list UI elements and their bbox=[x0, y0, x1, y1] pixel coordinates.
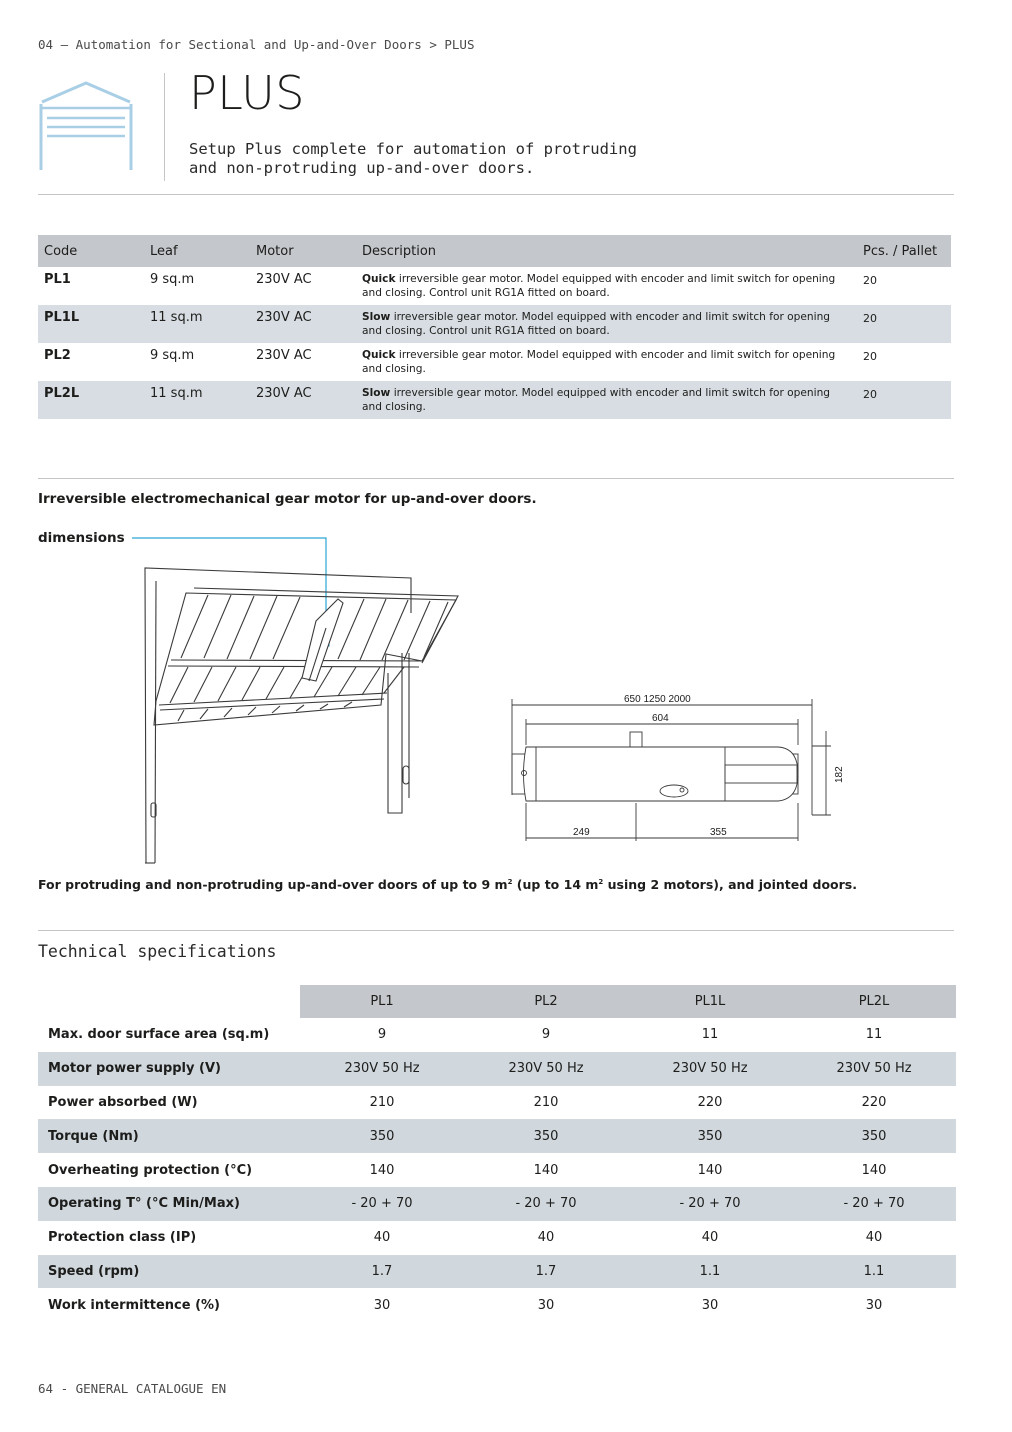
spec-value: 140 bbox=[861, 1162, 887, 1178]
product-motor: 230V AC bbox=[256, 272, 312, 287]
header-divider bbox=[164, 73, 165, 181]
header-description: Description bbox=[356, 235, 857, 267]
spec-value: 220 bbox=[861, 1094, 887, 1110]
spec-label: Protection class (IP) bbox=[48, 1230, 197, 1246]
spec-value: 230V 50 Hz bbox=[300, 1052, 464, 1086]
spec-label: Power absorbed (W) bbox=[48, 1094, 198, 1110]
product-leaf: 11 sq.m bbox=[144, 305, 250, 343]
product-leaf: 9 sq.m bbox=[150, 272, 195, 287]
section-divider bbox=[38, 194, 954, 195]
product-pcs: 20 bbox=[857, 305, 951, 343]
spec-value: 40 bbox=[701, 1230, 719, 1246]
spec-value: 40 bbox=[537, 1230, 555, 1246]
product-pcs: 20 bbox=[863, 274, 877, 287]
usage-note: For protruding and non-protruding up-and-over doors of up to 9 $m^2$ (up to 14 $m^2$ using 2 motors), and jointed doors. bbox=[38, 877, 858, 892]
product-code: PL1 bbox=[44, 272, 71, 287]
subtitle bbox=[189, 140, 637, 178]
dimension-left: 249 bbox=[573, 827, 590, 838]
spec-value: 40 bbox=[373, 1230, 391, 1246]
spec-value: 30 bbox=[537, 1297, 555, 1313]
spec-value: - 20 + 70 bbox=[300, 1187, 464, 1221]
section-divider bbox=[38, 478, 954, 479]
product-pcs: 20 bbox=[863, 350, 877, 363]
spec-label: Torque (Nm) bbox=[38, 1119, 300, 1153]
header-blank bbox=[38, 985, 300, 1018]
product-description: Slow irreversible gear motor. Model equipped with encoder and limit switch for opening and closing. Control unit RG1A fitted on board. bbox=[356, 305, 857, 343]
product-code: PL1L bbox=[38, 305, 144, 343]
spec-value: 350 bbox=[464, 1119, 628, 1153]
spec-value: 9 bbox=[377, 1027, 387, 1043]
spec-title: Technical specifications bbox=[38, 942, 277, 961]
spec-value: 140 bbox=[369, 1162, 395, 1178]
header-model: PL2 bbox=[464, 985, 628, 1018]
product-motor: 230V AC bbox=[250, 305, 356, 343]
spec-value: 1.1 bbox=[628, 1255, 792, 1289]
spec-value: 1.7 bbox=[300, 1255, 464, 1289]
subtitle-line: Setup Plus complete for automation of protruding bbox=[189, 140, 637, 158]
table-row bbox=[38, 1255, 956, 1289]
spec-label: Max. door surface area (sq.m) bbox=[48, 1027, 270, 1043]
product-motor: 230V AC bbox=[256, 348, 312, 363]
dimension-height: 182 bbox=[834, 766, 845, 783]
table-row bbox=[38, 1086, 956, 1120]
dimension-inner: 604 bbox=[652, 713, 669, 724]
spec-label: Operating T° (°C Min/Max) bbox=[38, 1187, 300, 1221]
spec-value: 230V 50 Hz bbox=[464, 1052, 628, 1086]
table-row bbox=[38, 1052, 956, 1086]
dimensions-drawing bbox=[126, 533, 846, 868]
spec-label: Work intermittence (%) bbox=[48, 1297, 221, 1313]
spec-value: 210 bbox=[533, 1094, 559, 1110]
dimensions-label: dimensions bbox=[38, 530, 125, 546]
product-description: Slow irreversible gear motor. Model equipped with encoder and limit switch for opening and closing. bbox=[356, 381, 857, 419]
page-footer: 64 - GENERAL CATALOGUE EN bbox=[38, 1381, 227, 1396]
spec-value: 30 bbox=[373, 1297, 391, 1313]
spec-value: 230V 50 Hz bbox=[628, 1052, 792, 1086]
spec-value: 140 bbox=[697, 1162, 723, 1178]
product-pcs: 20 bbox=[857, 381, 951, 419]
spec-value: 30 bbox=[865, 1297, 883, 1313]
spec-value: - 20 + 70 bbox=[792, 1187, 956, 1221]
subtitle-line: and non-protruding up-and-over doors. bbox=[189, 159, 535, 177]
product-table-header bbox=[38, 235, 951, 267]
header-model: PL1 bbox=[300, 985, 464, 1018]
motor-dimension-drawing bbox=[512, 699, 831, 841]
product-table bbox=[38, 235, 951, 419]
garage-door-icon bbox=[38, 80, 134, 172]
product-leaf: 11 sq.m bbox=[144, 381, 250, 419]
table-row bbox=[38, 343, 951, 381]
spec-value: 30 bbox=[701, 1297, 719, 1313]
header-motor: Motor bbox=[250, 235, 356, 267]
garage-door-illustration bbox=[132, 538, 458, 863]
header-leaf: Leaf bbox=[144, 235, 250, 267]
spec-value: 1.7 bbox=[464, 1255, 628, 1289]
product-description: Quick irreversible gear motor. Model equipped with encoder and limit switch for opening and closing. Control unit RG1A fitted on board. bbox=[362, 273, 836, 299]
table-row bbox=[38, 1018, 956, 1052]
dimension-right: 355 bbox=[710, 827, 727, 838]
spec-value: - 20 + 70 bbox=[464, 1187, 628, 1221]
table-row bbox=[38, 1153, 956, 1187]
product-code: PL2 bbox=[44, 348, 71, 363]
table-row bbox=[38, 267, 951, 305]
header-model: PL1L bbox=[628, 985, 792, 1018]
spec-table bbox=[38, 985, 956, 1322]
header-model: PL2L bbox=[792, 985, 956, 1018]
spec-value: 40 bbox=[865, 1230, 883, 1246]
spec-label: Motor power supply (V) bbox=[38, 1052, 300, 1086]
spec-value: 350 bbox=[628, 1119, 792, 1153]
spec-label: Overheating protection (°C) bbox=[48, 1162, 253, 1178]
spec-value: - 20 + 70 bbox=[628, 1187, 792, 1221]
table-row bbox=[38, 1221, 956, 1255]
spec-value: 9 bbox=[541, 1027, 551, 1043]
product-code: PL2L bbox=[38, 381, 144, 419]
spec-value: 11 bbox=[701, 1027, 719, 1043]
table-row bbox=[38, 305, 951, 343]
page-title: PLUS bbox=[189, 66, 305, 120]
spec-value: 350 bbox=[792, 1119, 956, 1153]
header-code: Code bbox=[38, 235, 144, 267]
spec-value: 140 bbox=[533, 1162, 559, 1178]
spec-value: 1.1 bbox=[792, 1255, 956, 1289]
spec-label: Speed (rpm) bbox=[38, 1255, 300, 1289]
motor-heading: Irreversible electromechanical gear motor for up-and-over doors. bbox=[38, 491, 537, 507]
spec-value: 220 bbox=[697, 1094, 723, 1110]
table-row bbox=[38, 1187, 956, 1221]
dimension-lengths: 650 1250 2000 bbox=[624, 694, 691, 705]
product-motor: 230V AC bbox=[250, 381, 356, 419]
breadcrumb: 04 — Automation for Sectional and Up-and-Over Doors > PLUS bbox=[38, 37, 475, 52]
header-pcs-pallet: Pcs. / Pallet bbox=[857, 235, 951, 267]
table-row bbox=[38, 1288, 956, 1322]
product-description: Quick irreversible gear motor. Model equipped with encoder and limit switch for opening and closing. bbox=[362, 349, 836, 375]
spec-value: 350 bbox=[300, 1119, 464, 1153]
spec-table-header bbox=[38, 985, 956, 1018]
spec-value: 230V 50 Hz bbox=[792, 1052, 956, 1086]
table-row bbox=[38, 1119, 956, 1153]
spec-value: 11 bbox=[865, 1027, 883, 1043]
section-divider bbox=[38, 930, 954, 931]
spec-value: 210 bbox=[369, 1094, 395, 1110]
table-row bbox=[38, 381, 951, 419]
product-leaf: 9 sq.m bbox=[150, 348, 195, 363]
